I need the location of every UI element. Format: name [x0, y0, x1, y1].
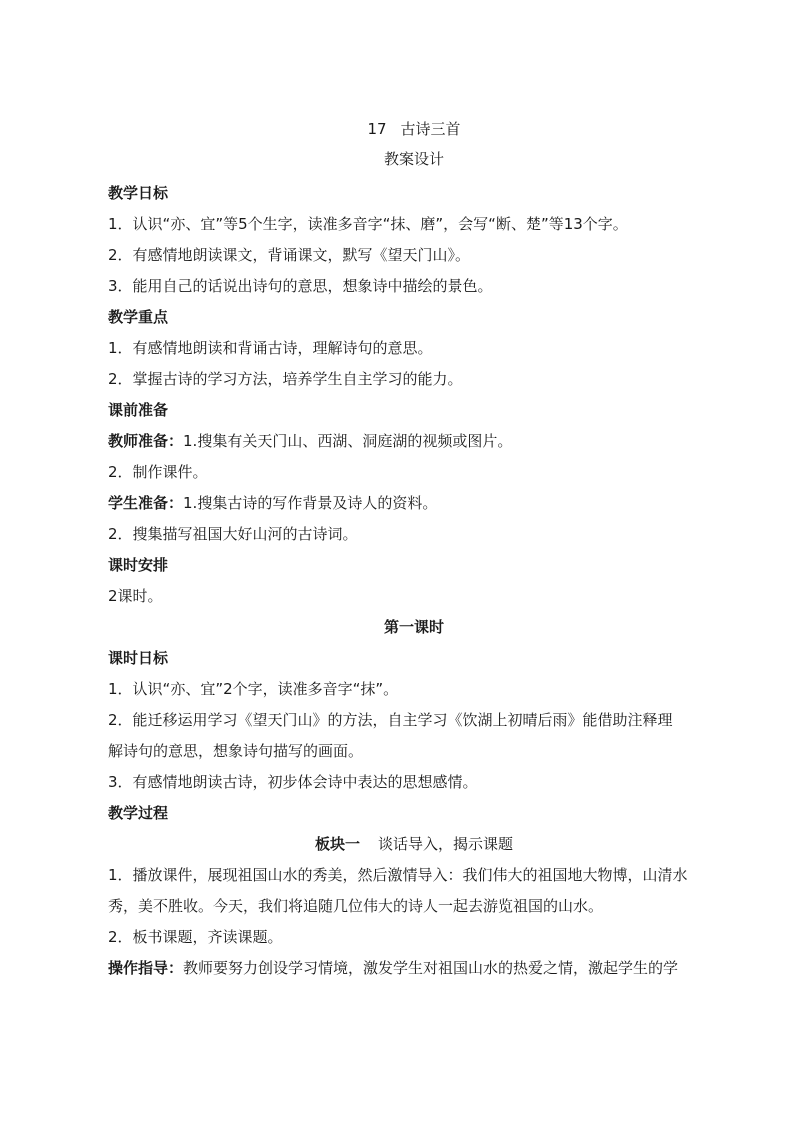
- lesson-goals-heading: 课时日标: [108, 649, 169, 667]
- student-prep-text: 1.搜集古诗的写作背景及诗人的资料。: [183, 494, 438, 512]
- goal-item: 1．认识“亦、宜”等5个生字，读准多音字“抹、磨”，会写“断、楚”等13个字。: [108, 215, 628, 233]
- document-content: [108, 118, 720, 984]
- schedule-heading: 课时安排: [108, 556, 169, 574]
- lesson-goal-item: 1．认识“亦、宜”2个字，读准多音字“抹”。: [108, 680, 399, 698]
- doc-subtitle: 教案设计: [383, 150, 444, 168]
- process-step: 1．播放课件，展现祖国山水的秀美，然后激情导入：我们伟大的祖国地大物博，山清水: [108, 866, 688, 884]
- schedule-text: 2课时。: [108, 587, 163, 605]
- lesson-goal-item: 2．能迁移运用学习《望天门山》的方法，自主学习《饮湖上初晴后雨》能借助注释理: [108, 711, 673, 729]
- student-prep-label: 学生准备：: [108, 494, 184, 512]
- lesson-title-text: 古诗三首: [400, 120, 461, 138]
- guide-text: 教师要努力创设学习情境，激发学生对祖国山水的热爱之情，激起学生的学: [183, 959, 679, 977]
- teacher-prep-item: 2．制作课件。: [108, 463, 208, 481]
- goal-item: 2．有感情地朗读课文，背诵课文，默写《望天门山》。: [108, 246, 471, 264]
- key-heading: 教学重点: [108, 308, 169, 326]
- key-item: 2．掌握古诗的学习方法，培养学生自主学习的能力。: [108, 370, 463, 388]
- process-step: 2．板书课题，齐读课题。: [108, 928, 283, 946]
- block-label: 板块一: [314, 835, 360, 853]
- goal-item: 3．能用自己的话说出诗句的意思，想象诗中描绘的景色。: [108, 277, 493, 295]
- student-prep-item: 2．搜集描写祖国大好山河的古诗词。: [108, 525, 358, 543]
- teacher-prep-text: 1.搜集有关天门山、西湖、洞庭湖的视频或图片。: [183, 432, 513, 450]
- block-title: 谈话导入，揭示课题: [378, 835, 514, 853]
- process-step-cont: 秀，美不胜收。今天，我们将追随几位伟大的诗人一起去游览祖国的山水。: [108, 897, 604, 915]
- process-heading: 教学过程: [108, 804, 169, 822]
- lesson-heading: 第一课时: [383, 618, 444, 636]
- key-item: 1．有感情地朗读和背诵古诗，理解诗句的意思。: [108, 339, 433, 357]
- teacher-prep-label: 教师准备：: [108, 432, 184, 450]
- lesson-goal-item: 3．有感情地朗读古诗，初步体会诗中表达的思想感情。: [108, 773, 478, 791]
- goals-heading: 教学日标: [108, 184, 169, 202]
- student-prep-line: [108, 488, 720, 519]
- guide-line: [108, 953, 720, 984]
- block-heading: [108, 829, 720, 860]
- prep-heading: 课前准备: [108, 401, 169, 419]
- lesson-title: [108, 118, 720, 140]
- lesson-goal-item-cont: 解诗句的意思，想象诗句描写的画面。: [108, 742, 364, 760]
- teacher-prep-line: [108, 426, 720, 457]
- lesson-number: 17: [367, 120, 387, 138]
- guide-label: 操作指导：: [108, 959, 184, 977]
